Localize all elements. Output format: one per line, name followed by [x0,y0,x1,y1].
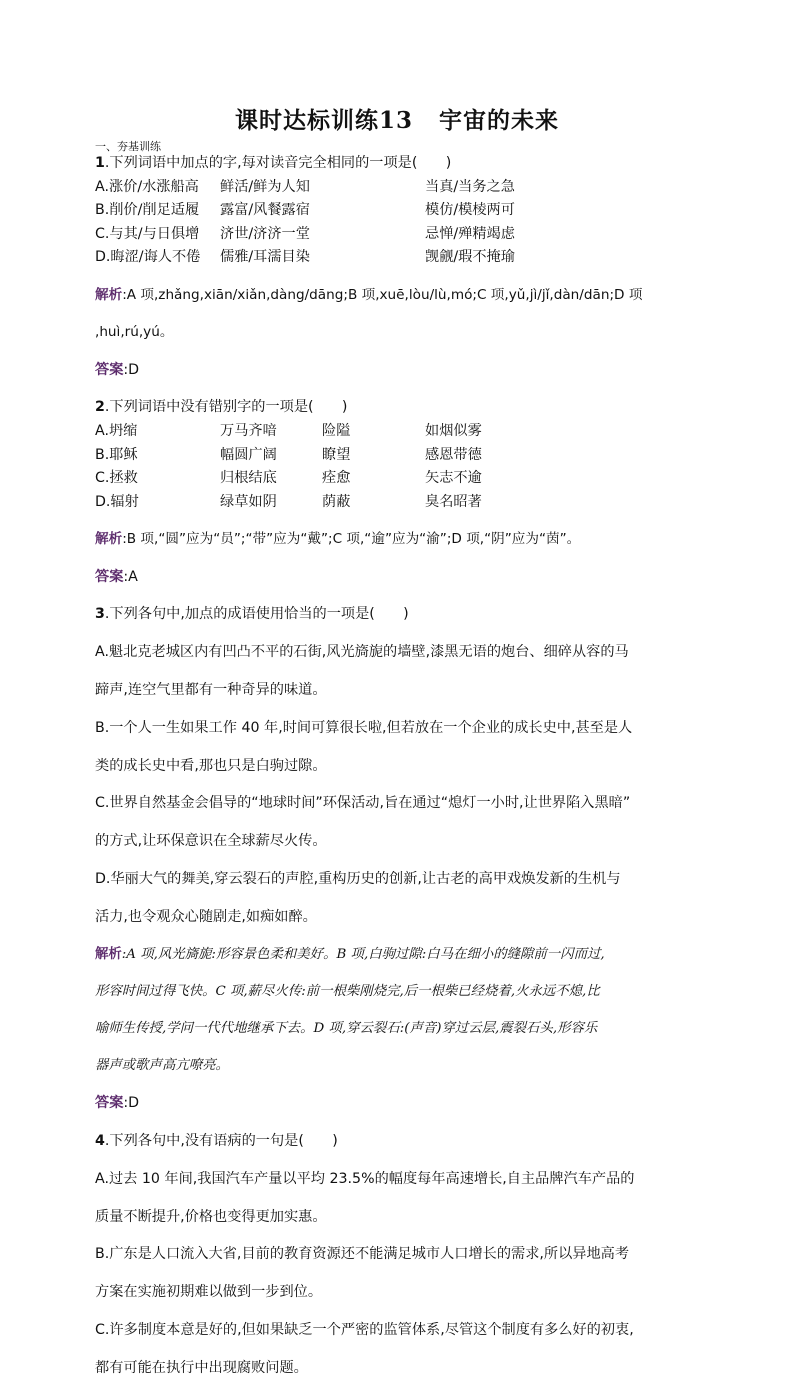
question-1-explanation-cont: ,huì,rú,yú。 [95,323,174,340]
question-2-option-d: D.辐射 绿草如阴 荫蔽 臭名昭著 [95,493,482,510]
page-title [0,102,794,135]
question-2-option-a: A.坍缩 万马齐喑 险隘 如烟似雾 [95,422,482,439]
question-2-option-b: B.耶稣 幅圆广阔 瞭望 感恩带德 [95,446,482,463]
question-4-line: B.广东是人口流入大省,目前的教育资源还不能满足城市人口增长的需求,所以异地高考 [95,1246,630,1263]
question-3-explanation: 解析:A 项,风光旖旎:形容景色柔和美好。B 项,白驹过隙:白马在细小的缝隙前一闪而过, [95,946,605,963]
question-1-explanation: 解析:A 项,zhǎng,xiān/xiǎn,dàng/dāng;B 项,xuē,lòu/lù,mó;C 项,yǔ,jì/jǐ,dàn/dān;D 项 [95,286,643,303]
question-2-answer: 答案:A [95,568,138,585]
question-3-line: C.世界自然基金会倡导的“地球时间”环保活动,旨在通过“熄灯一小时,让世界陷入黑暗” [95,795,631,812]
question-4-line: 都有可能在执行中出现腐败问题。 [95,1359,308,1376]
question-3-stem: 3.下列各句中,加点的成语使用恰当的一项是( ) [95,606,409,623]
question-1-option-c: C.与其/与日俱增 济世/济济一堂 忌惮/殚精竭虑 [95,225,515,242]
question-3-line: A.魁北克老城区内有凹凸不平的石街,风光旖旎的墙壁,漆黑无语的炮台、细碎从容的马 [95,644,629,661]
question-4-line: 质量不断提升,价格也变得更加实惠。 [95,1208,327,1225]
question-1-option-b: B.削价/削足适履 露富/风餐露宿 模仿/模棱两可 [95,202,515,219]
question-1-option-a: A.涨价/水涨船高 鲜活/鲜为人知 当真/当务之急 [95,178,515,195]
question-2-stem: 2.下列词语中没有错别字的一项是( ) [95,399,348,416]
question-3-line: 蹄声,连空气里都有一种奇异的味道。 [95,682,327,698]
question-3-line: 活力,也令观众心随剧走,如痴如醉。 [95,908,317,925]
section-heading: 一、夯基训练 [95,140,161,153]
question-4-stem: 4.下列各句中,没有语病的一句是( ) [95,1132,338,1149]
question-3-explanation-cont: 喻师生传授,学问一代代地继承下去。D 项,穿云裂石:(声音)穿过云层,震裂石头,形容乐 [95,1021,598,1037]
question-4-line: A.过去 10 年间,我国汽车产量以平均 23.5%的幅度每年高速增长,自主品牌汽车产品的 [95,1170,635,1187]
question-3-explanation-cont: 器声或歌声高亢嘹亮。 [95,1058,229,1074]
question-3-line: D.华丽大气的舞美,穿云裂石的声腔,重构历史的创新,让古老的高甲戏焕发新的生机与 [95,870,621,887]
question-1-option-d: D.晦涩/诲人不倦 儒雅/耳濡目染 觊觎/瑕不掩瑜 [95,249,515,266]
title-sub: 宇宙的未来 [439,107,559,134]
question-1-stem-line: 1.下列词语中加点的字,每对读音完全相同的一项是( ) [95,155,452,171]
title-main: 课时达标训练13 [234,107,413,134]
question-3-line: 类的成长史中看,那也只是白驹过隙。 [95,757,327,774]
question-4-line: 方案在实施初期难以做到一步到位。 [95,1284,323,1301]
question-1-answer: 答案:D [95,361,140,378]
question-4-line: C.许多制度本意是好的,但如果缺乏一个严密的监管体系,尽管这个制度有多么好的初衷, [95,1321,634,1338]
question-3-line: B.一个人一生如果工作 40 年,时间可算很长啦,但若放在一个企业的成长史中,甚至是人 [95,719,633,736]
question-3-line: 的方式,让环保意识在全球薪尽火传。 [95,833,327,850]
question-3-explanation-cont: 形容时间过得飞快。C 项,薪尽火传:前一根柴刚烧完,后一根柴已经烧着,火永远不熄,比 [95,984,600,1000]
question-2-explanation: 解析:B 项,“圆”应为“员”;“带”应为“戴”;C 项,“逾”应为“渝”;D 项,“阴”应为“茵”。 [95,530,581,547]
question-3-answer: 答案:D [95,1095,140,1112]
question-2-option-c: C.拯救 归根结底 痊愈 矢志不逾 [95,470,482,487]
